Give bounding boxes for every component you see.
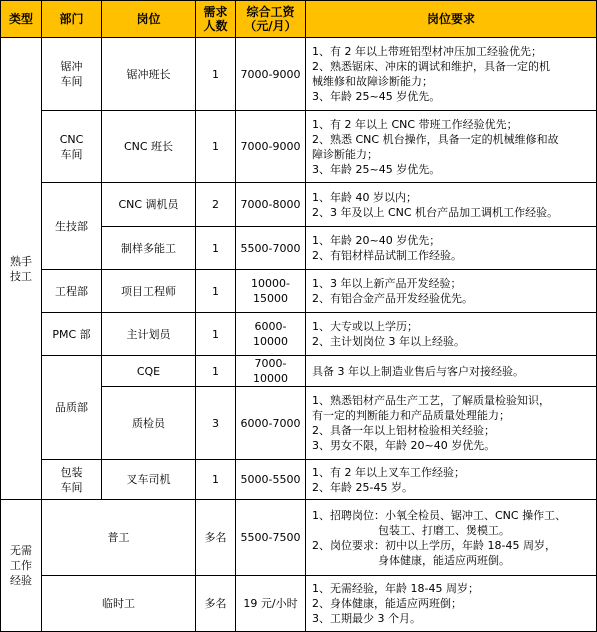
salary-cell: 7000-8000 — [236, 183, 306, 227]
dept-tech — [42, 183, 102, 270]
requirement-line: 1、招聘岗位：小氧全检员、锯冲工、CNC 操作工、 — [312, 508, 567, 522]
requirement-line: 械维修和故障诊断能力； — [312, 75, 433, 88]
text-line: 经验 — [10, 574, 32, 587]
position-cell: 临时工 — [42, 576, 196, 632]
position-cell: 项目工程师 — [102, 270, 196, 313]
table-row — [1, 111, 597, 183]
position-cell: CNC 班长 — [102, 111, 196, 183]
text-line: （元/月） — [244, 19, 297, 33]
header-requirements — [306, 1, 597, 38]
table-row — [1, 500, 597, 576]
headcount-cell: 多名 — [196, 576, 236, 632]
requirements-cell — [306, 356, 597, 387]
header-salary — [236, 1, 306, 38]
requirement-line: 1、年龄 20~40 岁优先； — [312, 234, 441, 247]
headcount-cell: 1 — [196, 356, 236, 387]
requirement-line: 1、年龄 40 岁以内； — [312, 190, 417, 204]
requirement-line: 3、男女不限，年龄 20~40 岁优先。 — [312, 439, 496, 452]
table-row — [1, 270, 597, 313]
text-line: 车间 — [60, 75, 83, 88]
requirement-line: 2、岗位要求：初中以上学历，年龄 18-45 周岁， — [312, 538, 556, 552]
headcount-cell: 多名 — [196, 500, 236, 576]
text-line: 车间 — [60, 147, 83, 161]
salary-cell: 7000-9000 — [236, 38, 306, 111]
position-cell: 制样多能工 — [102, 227, 196, 270]
position-cell: 叉车司机 — [102, 460, 196, 500]
requirement-line: 1、大专或以上学历； — [312, 320, 418, 333]
table-row — [1, 183, 597, 227]
text-line: 无需 — [10, 544, 32, 557]
header-row — [1, 1, 597, 38]
category-skilled — [1, 38, 42, 500]
requirement-line: 身体健康，能适应两班倒。 — [312, 553, 510, 567]
text-line: 锯冲 — [60, 60, 83, 73]
requirement-line: 2、3 年及以上 CNC 机台产品加工调机工作经验。 — [312, 205, 559, 219]
requirement-line: 有一定的判断能力和产品质量处理能力； — [312, 409, 510, 422]
salary-cell: 10000-15000 — [236, 270, 306, 313]
requirement-line: 3、年龄 25~45 岁优先。 — [312, 162, 441, 176]
requirements-cell — [306, 500, 597, 576]
headcount-cell: 1 — [196, 313, 236, 356]
text-line: 车间 — [60, 480, 83, 494]
position-cell: 主计划员 — [102, 313, 196, 356]
requirement-line: 包装工、打磨工、煲模工。 — [312, 523, 510, 537]
text-line: 熟手 — [10, 254, 32, 268]
text-line: PMC 部 — [52, 327, 91, 341]
headcount-cell: 1 — [196, 38, 236, 111]
requirements-cell — [306, 111, 597, 183]
text-line: 品质部 — [55, 401, 88, 414]
position-cell: 普工 — [42, 500, 196, 576]
requirement-line: 障诊断能力； — [312, 147, 378, 161]
headcount-cell: 1 — [196, 227, 236, 270]
requirements-cell — [306, 460, 597, 500]
text-line: 综合工资 — [246, 5, 295, 19]
table-row — [1, 460, 597, 500]
category-unskilled — [1, 500, 42, 632]
text-line: 岗位要求 — [426, 12, 475, 26]
requirement-line: 1、有 2 年以上带班铝型材冲压加工经验优先； — [312, 45, 542, 58]
dept-saw — [42, 38, 102, 111]
header-department — [42, 1, 102, 38]
salary-cell: 5500-7000 — [236, 227, 306, 270]
position-cell: CQE — [102, 356, 196, 387]
requirement-line: 3、年龄 25~45 岁优先。 — [312, 90, 441, 103]
requirement-line: 1、有 2 年以上叉车工作经验； — [312, 465, 465, 479]
requirement-line: 2、熟悉 CNC 机台操作，具备一定的机械维修和故 — [312, 132, 559, 146]
table-row — [1, 313, 597, 356]
requirement-line: 2、具备一年以上铝材检验相关经验； — [312, 424, 495, 437]
requirements-cell — [306, 576, 597, 632]
text-line: 工程部 — [55, 284, 88, 298]
headcount-cell: 1 — [196, 111, 236, 183]
header-position — [102, 1, 196, 38]
text-line: 需求 — [203, 5, 228, 19]
header-type — [1, 1, 42, 38]
requirement-line: 2、年龄 25-45 岁。 — [312, 480, 413, 494]
requirements-cell — [306, 270, 597, 313]
text-line: 技工 — [10, 269, 32, 283]
text-line: 包装 — [60, 465, 83, 479]
text-line: 岗位 — [136, 12, 161, 26]
dept-eng — [42, 270, 102, 313]
position-cell: 锯冲班长 — [102, 38, 196, 111]
text-line: 部门 — [59, 12, 84, 26]
dept-pmc — [42, 313, 102, 356]
text-line: 人数 — [203, 19, 228, 33]
salary-cell: 6000-7000 — [236, 387, 306, 460]
table-row — [1, 38, 597, 111]
position-cell: CNC 调机员 — [102, 183, 196, 227]
requirements-cell — [306, 227, 597, 270]
salary-cell: 7000-10000 — [236, 356, 306, 387]
requirement-line: 1、3 年以上新产品开发经验； — [312, 277, 462, 290]
requirement-line: 2、有铝合金产品开发经验优先。 — [312, 292, 473, 305]
salary-cell: 5500-7500 — [236, 500, 306, 576]
requirement-line: 2、有铝材样品试制工作经验。 — [312, 249, 462, 262]
text-line: 工作 — [10, 559, 32, 572]
headcount-cell: 1 — [196, 460, 236, 500]
headcount-cell: 3 — [196, 387, 236, 460]
headcount-cell: 2 — [196, 183, 236, 227]
dept-qa — [42, 356, 102, 460]
salary-cell: 7000-9000 — [236, 111, 306, 183]
requirement-line: 3、工期最少 3 个月。 — [312, 612, 421, 625]
requirement-line: 具备 3 年以上制造业售后与客户对接经验。 — [312, 364, 524, 378]
dept-cnc — [42, 111, 102, 183]
table-row — [1, 576, 597, 632]
text-line: 生技部 — [55, 219, 88, 233]
salary-cell: 6000-10000 — [236, 313, 306, 356]
requirements-cell — [306, 38, 597, 111]
headcount-cell: 1 — [196, 270, 236, 313]
text-line: 类型 — [8, 12, 33, 26]
requirement-line: 1、无需经验，年龄 18-45 周岁； — [312, 582, 479, 595]
table-row — [1, 356, 597, 387]
dept-pack — [42, 460, 102, 500]
salary-cell: 5000-5500 — [236, 460, 306, 500]
requirement-line: 1、有 2 年以上 CNC 带班工作经验优先； — [312, 117, 518, 131]
text-line: CNC — [59, 132, 84, 146]
requirement-line: 1、熟悉铝材产品生产工艺，了解质量检验知识， — [312, 394, 550, 407]
requirements-cell — [306, 183, 597, 227]
requirements-cell — [306, 313, 597, 356]
salary-cell: 19 元/小时 — [236, 576, 306, 632]
requirement-line: 2、身体健康，能适应两班倒； — [312, 597, 462, 610]
requirements-cell — [306, 387, 597, 460]
requirement-line: 2、熟悉锯床、冲床的调试和维护，具备一定的机 — [312, 60, 550, 73]
header-headcount — [196, 1, 236, 38]
requirement-line: 2、主计划岗位 3 年以上经验。 — [312, 335, 465, 348]
position-cell: 质检员 — [102, 387, 196, 460]
